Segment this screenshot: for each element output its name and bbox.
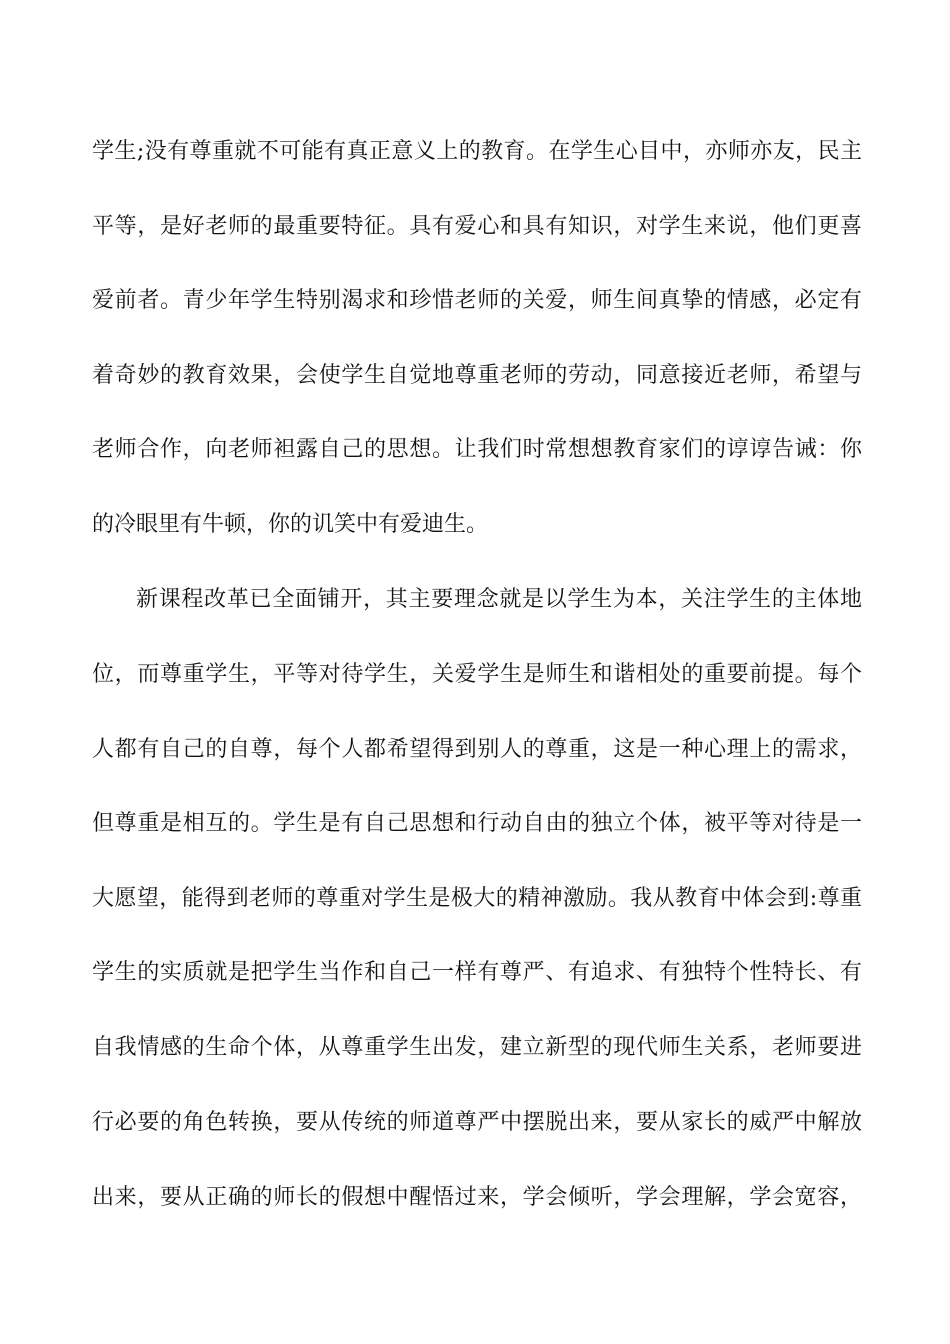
paragraph-1-line-3: 爱前者。青少年学生特别渴求和珍惜老师的关爱，师生间真挚的情感，必定有: [92, 288, 862, 313]
paragraph-2-line-2: 位，而尊重学生，平等对待学生，关爱学生是师生和谐相处的重要前提。每个: [92, 662, 862, 687]
paragraph-2-line-7: 自我情感的生命个体，从尊重学生出发，建立新型的现代师生关系，老师要进: [92, 1035, 862, 1060]
paragraph-2-line-8: 行必要的角色转换，要从传统的师道尊严中摆脱出来，要从家长的威严中解放: [92, 1110, 862, 1135]
paragraph-1-line-1: 学生;没有尊重就不可能有真正意义上的教育。在学生心目中，亦师亦友，民主: [92, 139, 862, 164]
paragraph-2-line-1: 新课程改革已全面铺开，其主要理念就是以学生为本，关注学生的主体地: [136, 587, 862, 612]
paragraph-1-line-6: 的冷眼里有牛顿，你的讥笑中有爱迪生。: [92, 512, 489, 537]
paragraph-2-line-9: 出来，要从正确的师长的假想中醒悟过来，学会倾听，学会理解，学会宽容，: [92, 1185, 862, 1210]
paragraph-1-line-4: 着奇妙的教育效果，会使学生自觉地尊重老师的劳动，同意接近老师，希望与: [92, 363, 862, 388]
paragraph-1-line-5: 老师合作，向老师袒露自己的思想。让我们时常想想教育家们的谆谆告诫：你: [92, 437, 862, 462]
paragraph-2-line-5: 大愿望，能得到老师的尊重对学生是极大的精神激励。我从教育中体会到:尊重: [92, 886, 862, 911]
paragraph-2-line-4: 但尊重是相互的。学生是有自己思想和行动自由的独立个体，被平等对待是一: [92, 811, 862, 836]
paragraph-2-line-6: 学生的实质就是把学生当作和自己一样有尊严、有追求、有独特个性特长、有: [92, 960, 862, 985]
paragraph-1-line-2: 平等，是好老师的最重要特征。具有爱心和具有知识，对学生来说，他们更喜: [92, 214, 862, 239]
paragraph-2-line-3: 人都有自己的自尊，每个人都希望得到别人的尊重，这是一种心理上的需求，: [92, 737, 862, 762]
